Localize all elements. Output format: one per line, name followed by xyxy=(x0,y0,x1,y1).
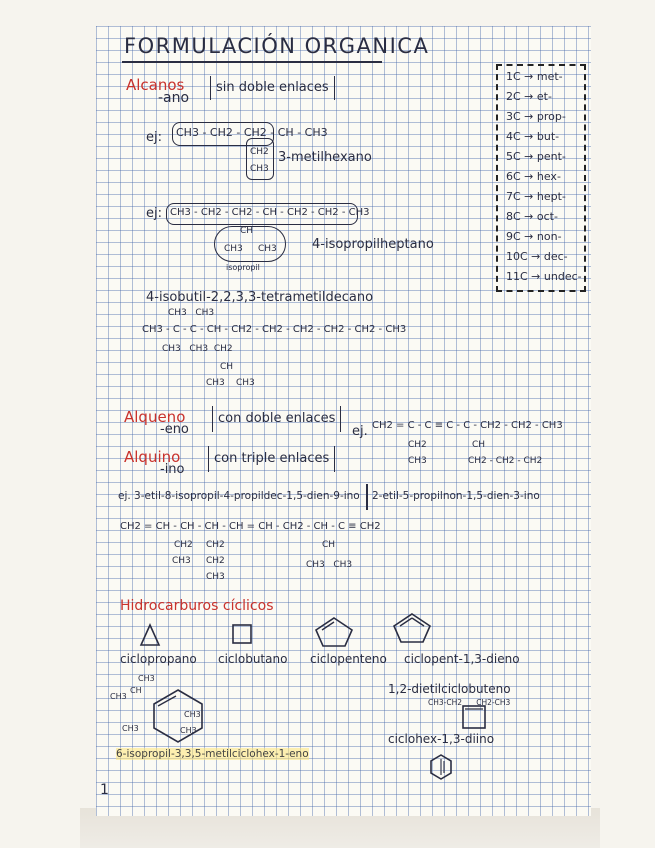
ex4-sub1-a: CH2 xyxy=(174,540,193,550)
alquenos-ex-chain: CH2 = C - C ≡ C - C - CH2 - CH2 - CH3 xyxy=(372,420,563,431)
prefix-row: 6C → hex- xyxy=(506,170,561,183)
ex2-label: ej: xyxy=(146,206,162,221)
ex2-group-label: isopropil xyxy=(226,263,260,272)
prefix-row: 10C → dec- xyxy=(506,250,568,263)
prefix-row: 2C → et- xyxy=(506,90,552,103)
ciclopentadieno-label: ciclopent-1,3-dieno xyxy=(404,652,520,666)
dietil-subs: CH3-CH2 CH2-CH3 xyxy=(428,698,511,707)
ciclicos-heading: Hidrocarburos cíclicos xyxy=(120,598,274,614)
alquinos-heading: Alquino xyxy=(124,448,181,466)
alquenos-ex-label: ej. xyxy=(352,424,368,439)
page-number: 1 xyxy=(100,782,109,798)
alquinos-suffix: -ino xyxy=(160,462,185,477)
ex4-name-right: 2-etil-5-propilnon-1,5-dien-3-ino xyxy=(372,490,540,502)
ex3-top: CH3 CH3 xyxy=(168,308,215,318)
ex4-sub2-c: CH3 xyxy=(206,572,225,582)
ex3-branch-left: CH3 xyxy=(206,378,225,388)
dietil-name: 1,2-dietilciclobuteno xyxy=(388,682,511,696)
alquenos-rule: con doble enlaces xyxy=(212,406,341,432)
prefix-row: 5C → pent- xyxy=(506,150,566,163)
hexenyl-name: 6-isopropil-3,3,5-metilciclohex-1-eno xyxy=(116,748,309,760)
cyclopentene-icon xyxy=(314,616,354,648)
ex2-branch-right: CH3 xyxy=(258,244,277,254)
cyclohexadiyne-icon xyxy=(430,754,452,780)
alquinos-rule: con triple enlaces xyxy=(208,446,335,472)
cyclobutane-icon xyxy=(232,624,252,644)
alquenos-suffix: -eno xyxy=(160,422,189,437)
ex3-ch: CH xyxy=(220,362,234,372)
cyclopentadiene-icon xyxy=(392,612,432,644)
prefix-row: 11C → undec- xyxy=(506,270,582,283)
ex1-branch-top: CH2 xyxy=(250,147,269,157)
ex3-branch-right: CH3 xyxy=(236,378,255,388)
ex3-chain: CH3 - C - C - CH - CH2 - CH2 - CH2 - CH2 - CH2 - CH3 xyxy=(142,324,407,335)
ciclopropano-label: ciclopropano xyxy=(120,652,197,666)
ex3-below: CH3 CH3 CH2 xyxy=(162,344,233,354)
ex4-divider xyxy=(366,484,368,510)
ex2-branch-left: CH3 xyxy=(224,244,243,254)
ex2-branch-ch: CH xyxy=(240,226,254,236)
ex4-chain: CH2 = CH - CH - CH - CH = CH - CH2 - CH - C ≡ CH2 xyxy=(120,521,381,532)
ex2-chain: CH3 - CH2 - CH2 - CH - CH2 - CH2 - CH3 xyxy=(170,207,370,218)
hexenyl-ch3-b: CH3 xyxy=(110,692,127,701)
ex4-sub1-b: CH3 xyxy=(172,556,191,566)
alquenos-ex-left-bottom: CH3 xyxy=(408,456,427,466)
prefix-row: 3C → prop- xyxy=(506,110,566,123)
prefix-row: 1C → met- xyxy=(506,70,563,83)
cyclobutene-icon xyxy=(462,704,486,730)
title-underline xyxy=(122,61,382,63)
ex1-name: 3-metilhexano xyxy=(278,150,372,165)
hexenyl-ch3-c: CH3 xyxy=(122,724,139,733)
alquenos-heading: Alqueno xyxy=(124,408,186,426)
alcanos-heading: Alcanos xyxy=(126,76,185,94)
ex2-name: 4-isopropilheptano xyxy=(312,237,434,252)
ex1-chain: CH3 - CH2 - CH2 - CH - CH3 xyxy=(176,126,328,139)
hexenyl-ch3-d: CH3 xyxy=(184,710,201,719)
ex4-name-left: ej. 3-etil-8-isopropil-4-propildec-1,5-dien-9-ino xyxy=(118,490,360,502)
alquenos-ex-left-top: CH2 xyxy=(408,440,427,450)
prefix-row: 4C → but- xyxy=(506,130,560,143)
alcanos-suffix: -ano xyxy=(158,90,190,106)
ex4-sub3-b: CH3 CH3 xyxy=(306,560,353,570)
alquenos-ex-right-bottom: CH2 - CH2 - CH2 xyxy=(468,456,543,466)
ex4-sub2-a: CH2 xyxy=(206,540,225,550)
ciclopenteno-label: ciclopenteno xyxy=(310,652,387,666)
alquenos-ex-right-top: CH xyxy=(472,440,486,450)
hexenyl-ch3-e: CH3 xyxy=(180,726,197,735)
alcanos-rule: sin doble enlaces xyxy=(210,76,335,100)
cyclopropane-icon xyxy=(140,624,160,646)
prefix-row: 7C → hept- xyxy=(506,190,566,203)
ex1-branch-bottom: CH3 xyxy=(250,164,269,174)
ex1-label: ej: xyxy=(146,130,162,145)
ciclohexdiino-label: ciclohex-1,3-diino xyxy=(388,732,495,746)
notebook-page xyxy=(96,26,591,816)
hexenyl-ch3-a: CH3 xyxy=(138,674,155,683)
ex3-name: 4-isobutil-2,2,3,3-tetrametildecano xyxy=(146,290,374,305)
ex4-sub3-a: CH xyxy=(322,540,336,550)
ciclobutano-label: ciclobutano xyxy=(218,652,288,666)
prefix-row: 8C → oct- xyxy=(506,210,558,223)
hexenyl-ch: CH xyxy=(130,686,142,695)
page-title: FORMULACIÓN ORGANICA xyxy=(124,34,430,58)
ex4-sub2-b: CH2 xyxy=(206,556,225,566)
prefix-row: 9C → non- xyxy=(506,230,562,243)
